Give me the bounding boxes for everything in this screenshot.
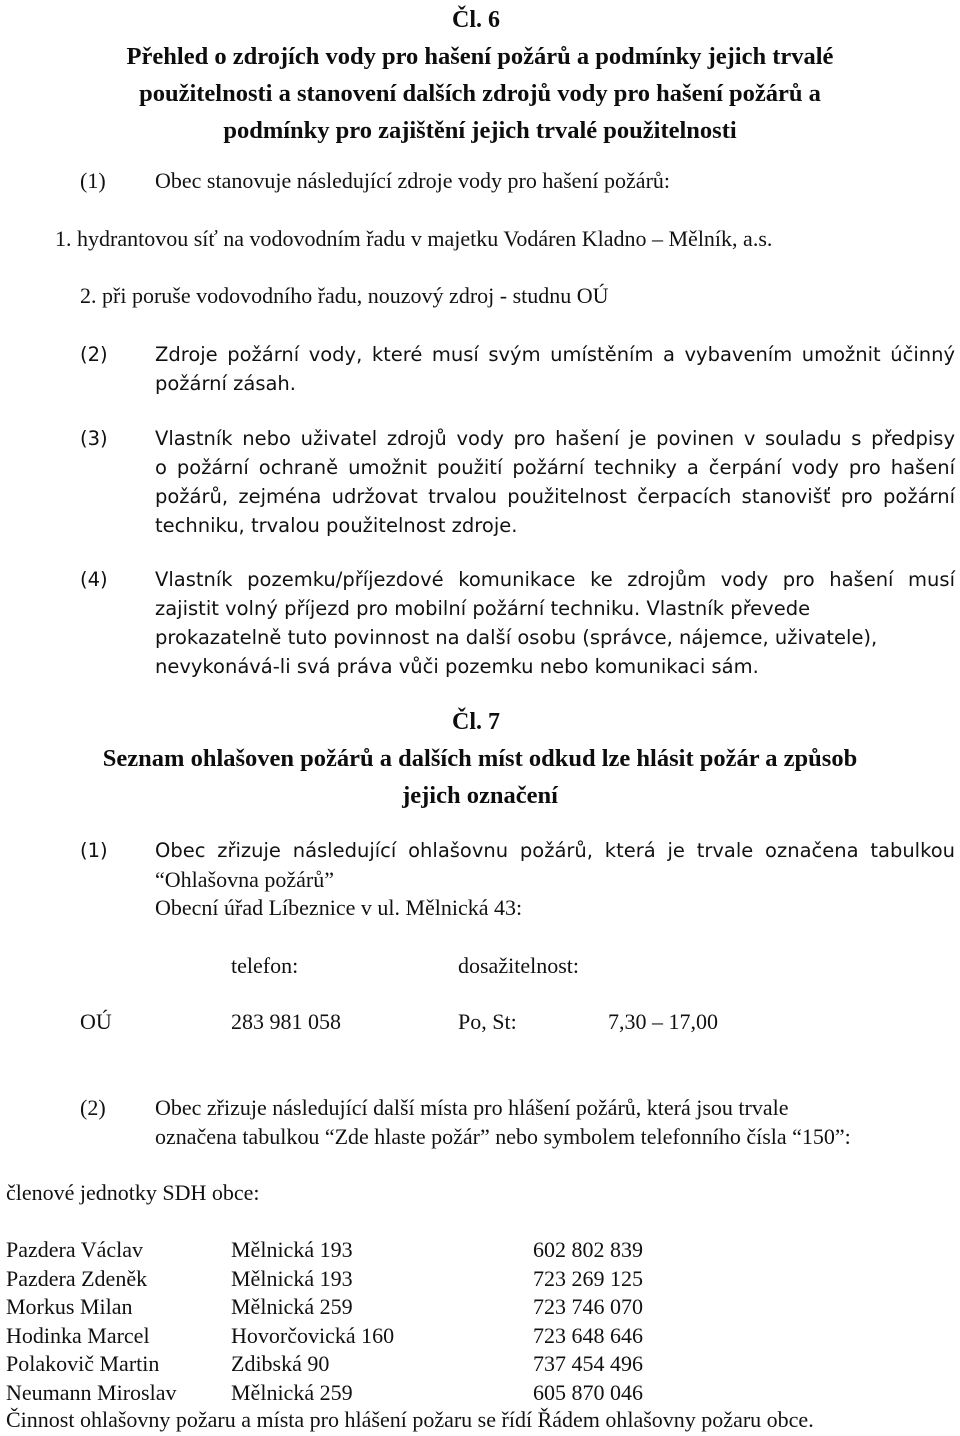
member-name: Neumann Miroslav (6, 1380, 177, 1405)
member-name: Morkus Milan (6, 1294, 133, 1319)
members-label: členové jednotky SDH obce: (6, 1180, 260, 1205)
paragraph-text (155, 836, 955, 865)
reporting-office-label: “Ohlašovna požárů” (155, 867, 334, 892)
paragraph-number: (4) (80, 568, 108, 591)
paragraph-number: (2) (80, 343, 108, 366)
office-hours: 7,30 – 17,00 (608, 1009, 718, 1034)
member-phone: 723 746 070 (533, 1294, 643, 1319)
water-source-item: 1. hydrantovou síť na vodovodním řadu v majetku Vodáren Kladno – Mělník, a.s. (55, 226, 773, 251)
paragraph-line: požární zásah. (155, 372, 296, 395)
article6-title-line: Přehled o zdrojích vody pro hašení požárů a podmínky jejich trvalé (126, 43, 834, 70)
reporting-office-address: Obecní úřad Líbeznice v ul. Mělnická 43: (155, 895, 523, 920)
paragraph-line: požárů, zejména udržovat trvalou použitelnost čerpacích stanovišť pro požární (155, 485, 955, 508)
member-name: Pazdera Zdeněk (6, 1266, 148, 1291)
paragraph-text (155, 340, 955, 398)
member-phone: 737 454 496 (533, 1351, 643, 1376)
paragraph-line: zajistit volný příjezd pro mobilní požární techniku. Vlastník převede (155, 597, 811, 620)
paragraph-text: Obec stanovuje následující zdroje vody pro hašení požárů: (155, 168, 671, 193)
office-days: Po, St: (458, 1009, 517, 1034)
member-name: Polakovič Martin (6, 1351, 160, 1376)
member-address: Zdibská 90 (231, 1351, 330, 1376)
member-address: Hovorčovická 160 (231, 1323, 395, 1348)
member-address: Mělnická 193 (231, 1266, 353, 1291)
member-address: Mělnická 193 (231, 1237, 353, 1262)
paragraph-line: Vlastník nebo uživatel zdrojů vody pro hašení je povinen v souladu s předpisy (155, 427, 955, 450)
member-phone: 723 648 646 (533, 1323, 643, 1348)
phone-header: telefon: (231, 953, 299, 978)
office-phone: 283 981 058 (231, 1009, 341, 1034)
article6-title-line: použitelnosti a stanovení dalších zdrojů vody pro hašení požárů a (139, 80, 821, 107)
paragraph-number: (1) (80, 168, 106, 193)
paragraph-line: Obec zřizuje následující ohlašovnu požárů, která je trvale označena tabulkou (155, 839, 955, 862)
article6-title-line: podmínky pro zajištění jejich trvalé použitelnosti (223, 117, 737, 144)
paragraph-number: (2) (80, 1095, 106, 1120)
water-source-item: 2. při poruše vodovodního řadu, nouzový zdroj - studnu OÚ (80, 283, 609, 308)
paragraph-line: techniku, trvalou použitelnost zdroje. (155, 514, 518, 537)
article6-number: Čl. 6 (452, 7, 500, 33)
member-address: Mělnická 259 (231, 1380, 353, 1405)
member-phone: 605 870 046 (533, 1380, 643, 1405)
paragraph-line: prokazatelně tuto povinnost na další osobu (správce, nájemce, uživatele), (155, 626, 878, 649)
paragraph-text (155, 565, 955, 681)
article7-title (0, 740, 960, 814)
paragraph-number: (3) (80, 427, 108, 450)
paragraph-line: Vlastník pozemku/příjezdové komunikace ke zdrojům vody pro hašení musí (155, 568, 955, 591)
paragraph-number: (1) (80, 839, 108, 862)
paragraph-line: nevykonává-li svá práva vůči pozemku nebo komunikaci sám. (155, 655, 759, 678)
article7-title-line: jejich označení (402, 782, 558, 809)
article7-number: Čl. 7 (452, 709, 500, 735)
paragraph-line: o požární ochraně umožnit použití požární techniky a čerpání vody pro hašení (155, 456, 955, 479)
office-label: OÚ (80, 1009, 112, 1034)
closing-note: Činnost ohlašovny požaru a místa pro hlášení požaru se řídí Řádem ohlašovny požaru obce. (6, 1407, 814, 1432)
paragraph-text (155, 424, 955, 540)
member-address: Mělnická 259 (231, 1294, 353, 1319)
availability-header: dosažitelnost: (458, 953, 579, 978)
member-name: Pazdera Václav (6, 1237, 144, 1262)
paragraph-line: Obec zřizuje následující další místa pro hlášení požárů, která jsou trvale (155, 1095, 789, 1120)
member-phone: 602 802 839 (533, 1237, 643, 1262)
member-phone: 723 269 125 (533, 1266, 643, 1291)
article7-title-line: Seznam ohlašoven požárů a dalších míst odkud lze hlásit požár a způsob (102, 745, 858, 772)
paragraph-line: Zdroje požární vody, které musí svým umístěním a vybavením umožnit účinný (155, 343, 955, 366)
member-name: Hodinka Marcel (6, 1323, 150, 1348)
article6-title (0, 38, 960, 149)
paragraph-line: označena tabulkou “Zde hlaste požár” nebo symbolem telefonního čísla “150”: (155, 1124, 851, 1149)
